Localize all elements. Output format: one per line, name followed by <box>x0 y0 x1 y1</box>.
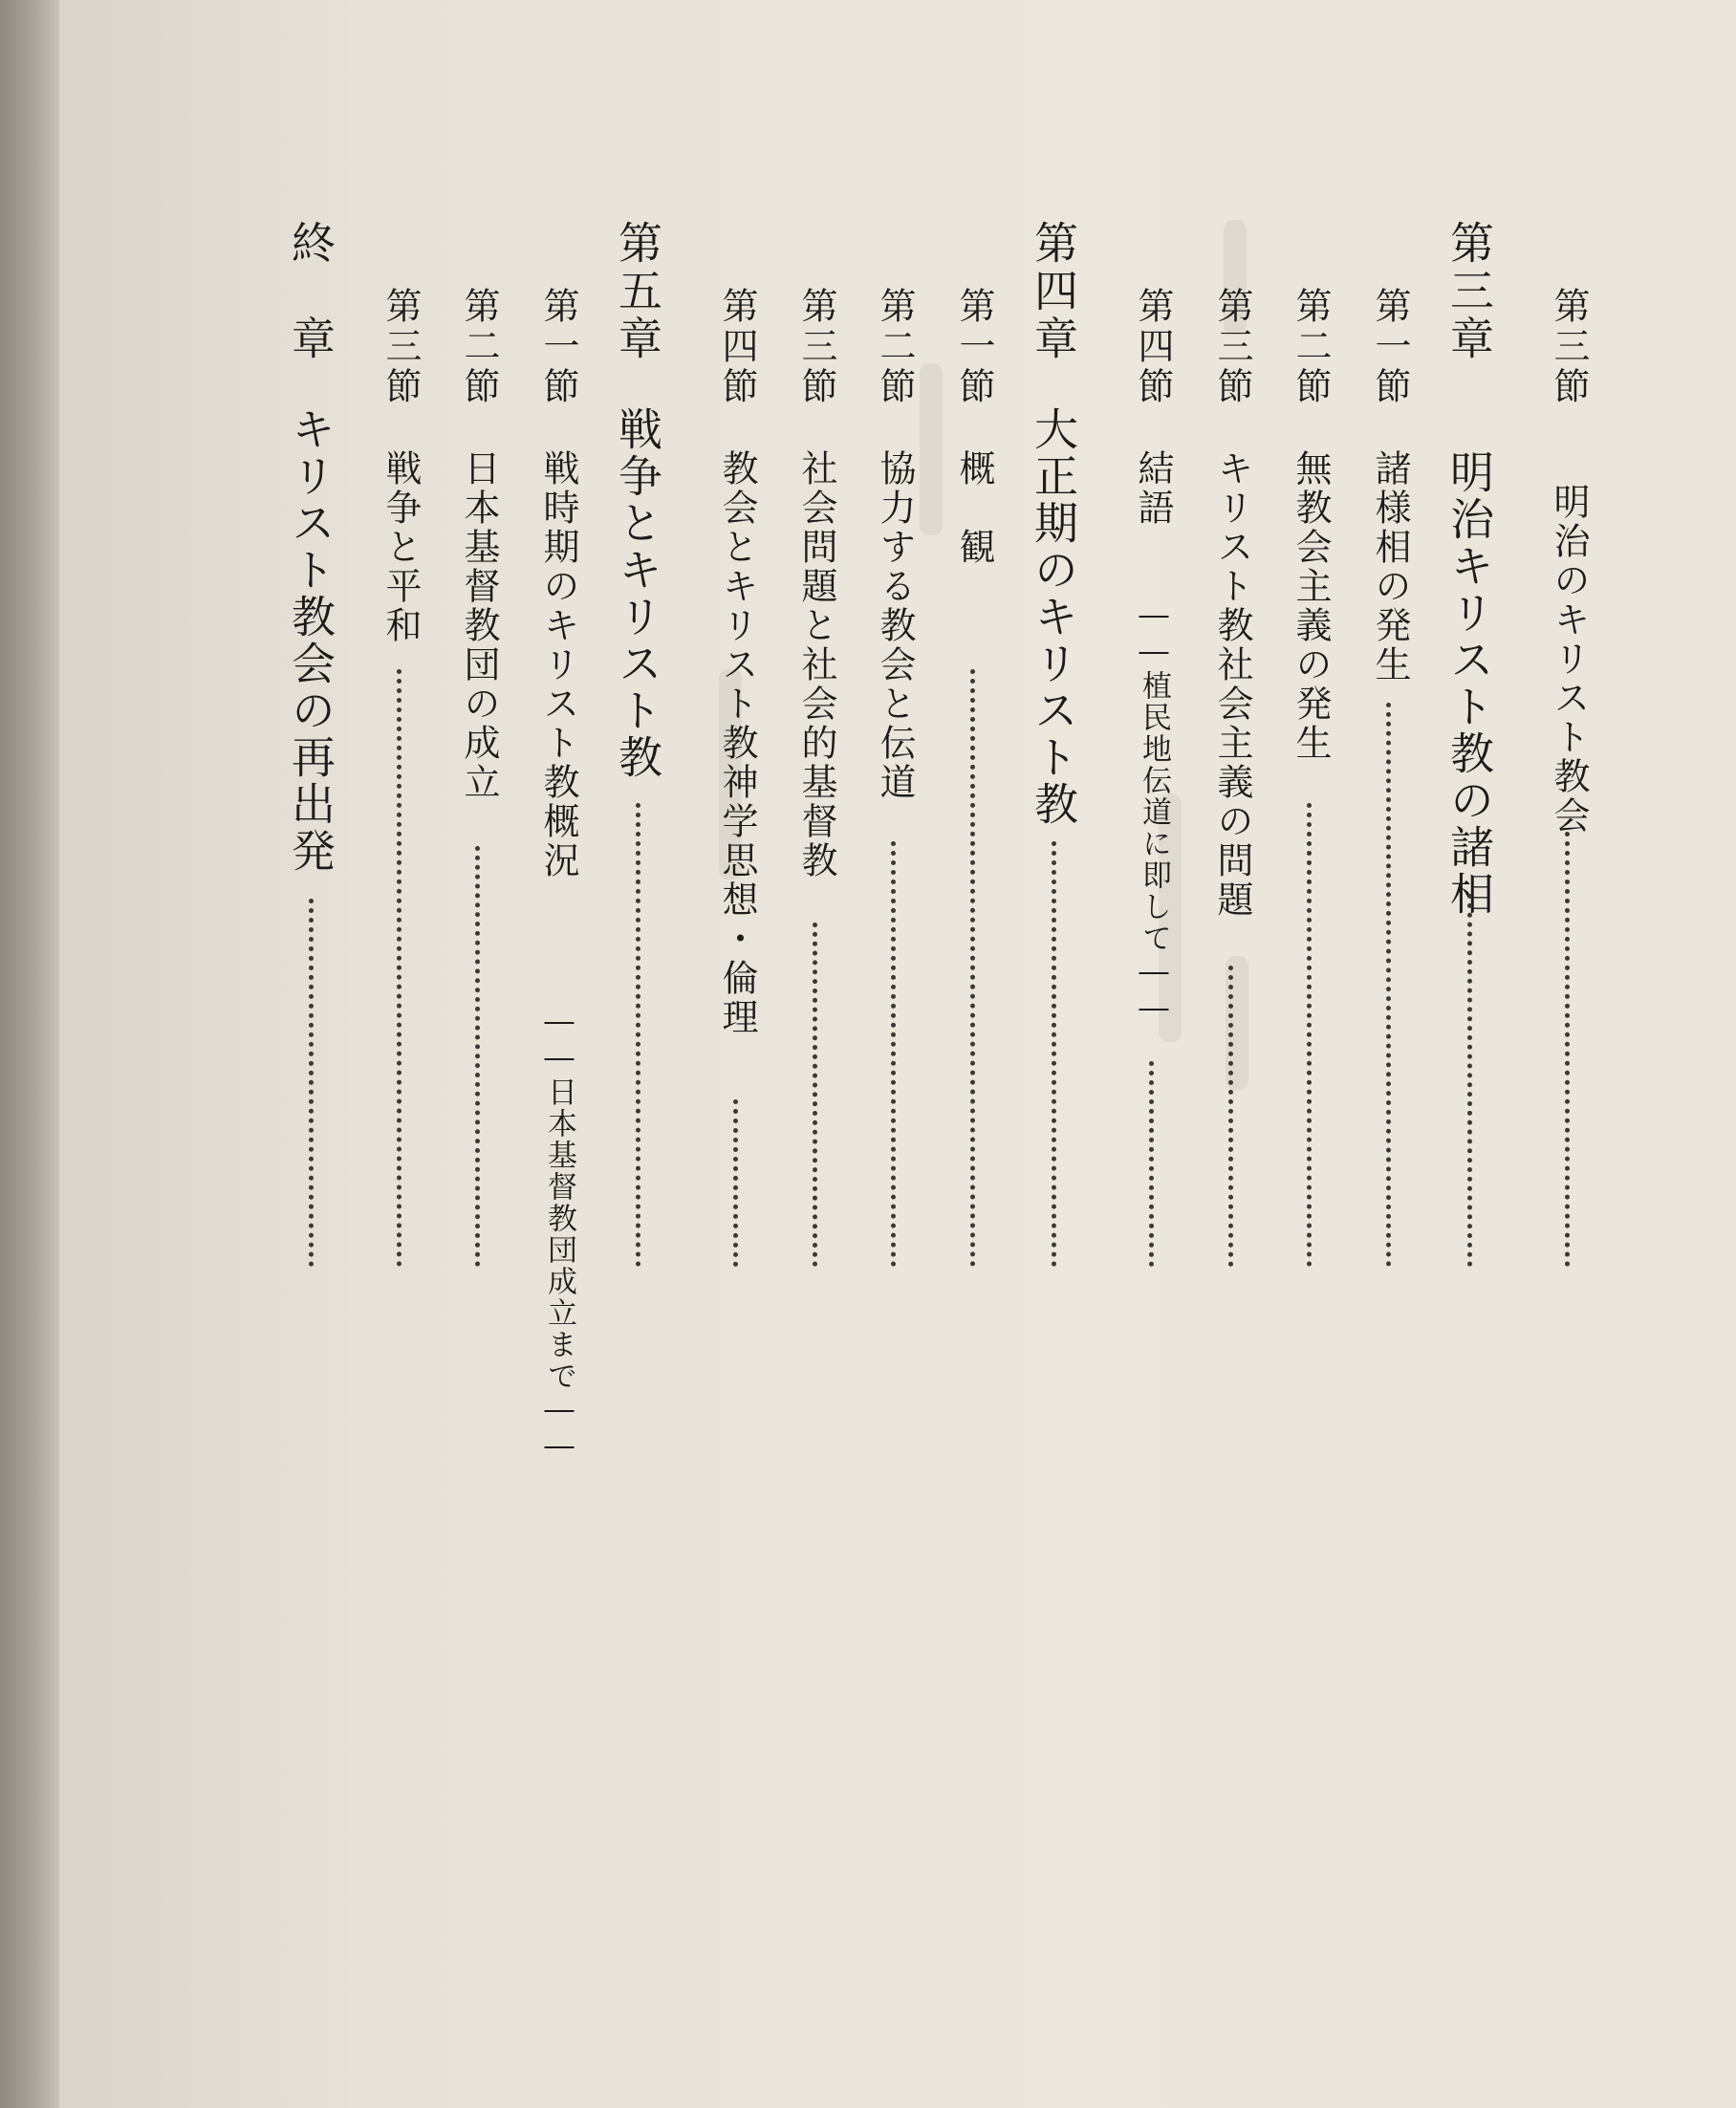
leader-dots <box>970 669 975 1267</box>
entry-label: 第三節 <box>380 287 422 407</box>
entry-label: 第二節 <box>874 287 916 407</box>
entry-label: 第五章 <box>612 220 663 363</box>
entry-label: 終 章 <box>285 220 336 363</box>
entry-title: 社会問題と社会的基督教 <box>795 449 837 880</box>
toc-entry-chapter[interactable] <box>1025 0 1082 2108</box>
leader-dots <box>1386 703 1391 1267</box>
toc-entry-section[interactable] <box>531 0 588 2108</box>
entry-subtitle: ――日本基督教団成立まで―― <box>542 1004 576 1465</box>
entry-title: キリスト教会の再出発 <box>285 406 336 875</box>
entry-label: 第四節 <box>716 287 758 407</box>
entry-label: 第一節 <box>537 287 579 407</box>
entry-title: 日本基督教団の成立 <box>458 449 500 802</box>
entry-title: キリスト教社会主義の問題 <box>1211 449 1253 920</box>
toc-entry-chapter[interactable] <box>609 0 666 2108</box>
entry-label: 第二節 <box>458 287 500 407</box>
leader-dots <box>1565 832 1570 1267</box>
entry-label: 第三節 <box>1211 287 1253 407</box>
toc-entry-section[interactable] <box>709 0 767 2108</box>
entry-subtitle: ――植民地伝道に即して―― <box>1137 598 1171 1027</box>
leader-dots <box>636 803 640 1267</box>
entry-label: 第三章 <box>1443 220 1495 363</box>
leader-dots <box>309 899 314 1267</box>
entry-title: 概 観 <box>953 449 995 567</box>
entry-label: 第一節 <box>1369 287 1411 407</box>
entry-title: 戦時期のキリスト教概況 <box>537 449 579 880</box>
entry-title: 戦争と平和 <box>380 449 422 645</box>
entry-title: 明治キリスト教の諸相 <box>1443 449 1495 918</box>
toc-entry-section[interactable] <box>1362 0 1420 2108</box>
toc-entry-section[interactable] <box>867 0 924 2108</box>
toc-entry-section[interactable] <box>946 0 1004 2108</box>
entry-title: 明治のキリスト教会 <box>1548 483 1590 836</box>
leader-dots <box>1467 894 1472 1267</box>
entry-title: 戦争とキリスト教 <box>612 406 663 781</box>
table-of-contents <box>59 0 1736 2108</box>
leader-dots <box>475 846 480 1267</box>
entry-title: 諸様相の発生 <box>1369 449 1411 685</box>
leader-dots <box>891 841 896 1267</box>
entry-label: 第二節 <box>1290 287 1332 407</box>
toc-page <box>59 0 1736 2108</box>
toc-entry-chapter[interactable] <box>1441 0 1498 2108</box>
toc-entry-chapter[interactable] <box>282 0 339 2108</box>
leader-dots <box>397 669 401 1267</box>
toc-entry-section[interactable] <box>1204 0 1262 2108</box>
toc-entry-section[interactable] <box>373 0 430 2108</box>
entry-title: 結語 <box>1132 449 1174 528</box>
entry-label: 第四節 <box>1132 287 1174 407</box>
leader-dots <box>1149 1061 1154 1267</box>
entry-title: 協力する教会と伝道 <box>874 449 916 802</box>
leader-dots <box>733 1099 738 1267</box>
leader-dots <box>1052 841 1056 1267</box>
toc-entry-section[interactable] <box>1541 0 1598 2108</box>
leader-dots <box>1307 803 1312 1267</box>
toc-entry-section[interactable] <box>1283 0 1340 2108</box>
entry-title: 無教会主義の発生 <box>1290 449 1332 763</box>
entry-title: 大正期のキリスト教 <box>1028 406 1079 828</box>
toc-entry-section[interactable] <box>451 0 509 2108</box>
entry-label: 第三節 <box>1548 287 1590 407</box>
entry-label: 第三節 <box>795 287 837 407</box>
entry-label: 第一節 <box>953 287 995 407</box>
toc-entry-section[interactable] <box>789 0 846 2108</box>
leader-dots <box>813 923 817 1267</box>
page-gutter <box>0 0 59 2108</box>
entry-label: 第四章 <box>1028 220 1079 363</box>
toc-entry-section[interactable] <box>1125 0 1183 2108</box>
leader-dots <box>1228 966 1233 1267</box>
entry-title: 教会とキリスト教神学思想・倫理 <box>716 449 758 1037</box>
